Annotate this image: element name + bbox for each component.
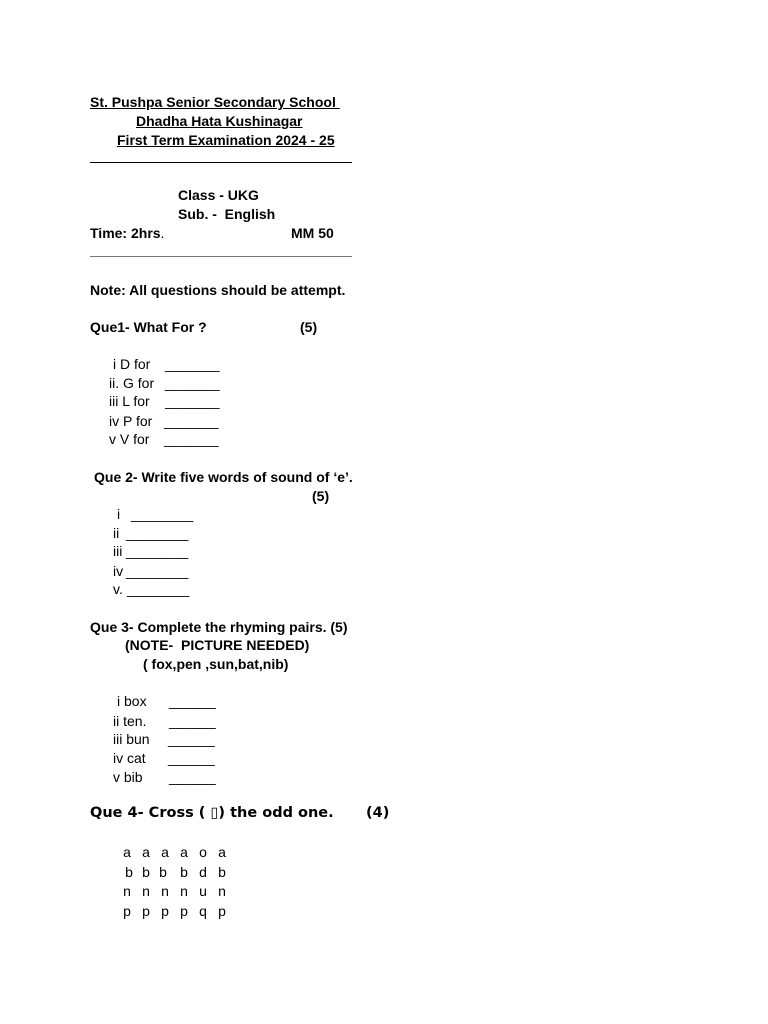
time-dot: . bbox=[160, 225, 165, 241]
q2-marks: (5) bbox=[312, 488, 330, 504]
q1-item-blank: _______ bbox=[165, 356, 220, 372]
q2-item-blank: ________ bbox=[126, 543, 189, 559]
grid-letter: n bbox=[161, 883, 169, 899]
q3-item-blank: ______ bbox=[169, 769, 216, 785]
q1-item-label: iv P for bbox=[109, 413, 153, 429]
grid-letter: a bbox=[218, 844, 226, 860]
exam-title: First Term Examination 2024 - 25 bbox=[117, 132, 335, 148]
q3-item-blank: ______ bbox=[168, 750, 215, 766]
info-divider bbox=[90, 256, 352, 257]
q1-item-blank: _______ bbox=[165, 393, 220, 409]
time-text: Time: 2hrs bbox=[90, 225, 161, 241]
q2-item-label: iii bbox=[113, 543, 123, 559]
school-place: Dhadha Hata Kushinagar bbox=[136, 113, 303, 129]
q1-item-label: iii L for bbox=[109, 393, 150, 409]
grid-letter: d bbox=[199, 863, 207, 880]
grid-letter: a bbox=[123, 844, 131, 860]
grid-letter: o bbox=[199, 844, 207, 860]
q2-item-label: iv bbox=[113, 563, 124, 579]
grid-letter: b bbox=[142, 863, 150, 880]
q2-item-blank: ________ bbox=[126, 525, 189, 541]
q4-marks: (4) bbox=[366, 805, 390, 821]
q3-note: (NOTE- PICTURE NEEDED) bbox=[125, 637, 310, 653]
grid-letter: a bbox=[161, 844, 169, 860]
q3-item-blank: ______ bbox=[169, 693, 216, 709]
q3-item-blank: ______ bbox=[168, 731, 215, 747]
grid-letter: p bbox=[161, 902, 169, 919]
q3-item-blank: ______ bbox=[169, 713, 216, 729]
q4-title-end: ) the odd one. bbox=[218, 805, 334, 821]
q3-item-label: v bib bbox=[113, 769, 143, 785]
grid-letter: b bbox=[125, 863, 133, 880]
grid-letter: p bbox=[123, 902, 131, 919]
grid-letter: p bbox=[218, 902, 226, 919]
q1-item-label: i D for bbox=[113, 356, 151, 372]
max-marks: MM 50 bbox=[291, 225, 334, 241]
grid-letter: n bbox=[180, 883, 188, 899]
cross-box-icon: ▯ bbox=[210, 805, 219, 821]
q3-title: Que 3- Complete the rhyming pairs. (5) bbox=[90, 619, 348, 635]
q4-title bbox=[90, 804, 334, 822]
grid-letter: n bbox=[123, 883, 131, 899]
q3-item-label: ii ten. bbox=[113, 713, 147, 729]
q1-item-blank: _______ bbox=[164, 431, 219, 447]
q3-item-label: iv cat bbox=[113, 750, 146, 766]
q1-item-label: ii. G for bbox=[109, 375, 155, 391]
q2-item-label: ii bbox=[113, 525, 120, 541]
q4-title-start: Que 4- Cross ( bbox=[90, 805, 211, 821]
grid-letter: q bbox=[199, 902, 207, 919]
q3-item-label: i box bbox=[117, 693, 147, 709]
grid-letter: u bbox=[199, 883, 207, 899]
grid-letter: p bbox=[180, 902, 188, 919]
q2-item-blank: ________ bbox=[131, 506, 194, 522]
class-label: Class - UKG bbox=[178, 187, 259, 203]
q2-item-label: i bbox=[117, 506, 121, 522]
grid-letter: p bbox=[142, 902, 150, 919]
time-label bbox=[90, 224, 164, 242]
subject-label: Sub. - English bbox=[178, 206, 276, 222]
grid-letter: a bbox=[142, 844, 150, 860]
q3-item-label: iii bun bbox=[113, 731, 150, 747]
q1-item-blank: _______ bbox=[164, 413, 219, 429]
q1-item-label: v V for bbox=[109, 431, 150, 447]
q1-item-blank: _______ bbox=[165, 375, 220, 391]
grid-letter: b bbox=[180, 863, 188, 880]
header-divider bbox=[90, 162, 352, 163]
grid-letter: b bbox=[218, 863, 226, 880]
grid-letter: n bbox=[218, 883, 226, 899]
school-name: St. Pushpa Senior Secondary School bbox=[90, 94, 340, 110]
grid-letter: n bbox=[142, 883, 150, 899]
q2-item-label: v. bbox=[113, 581, 123, 597]
grid-letter: b bbox=[159, 863, 167, 880]
q2-item-blank: ________ bbox=[127, 581, 190, 597]
q2-title: Que 2- Write five words of sound of ‘e’. bbox=[94, 469, 353, 485]
q1-marks: (5) bbox=[300, 319, 318, 335]
q2-item-blank: ________ bbox=[126, 563, 189, 579]
q1-title: Que1- What For ? bbox=[90, 319, 207, 335]
grid-letter: a bbox=[180, 844, 188, 860]
note-text: Note: All questions should be attempt. bbox=[90, 282, 346, 298]
q3-options: ( fox,pen ,sun,bat,nib) bbox=[143, 656, 289, 672]
